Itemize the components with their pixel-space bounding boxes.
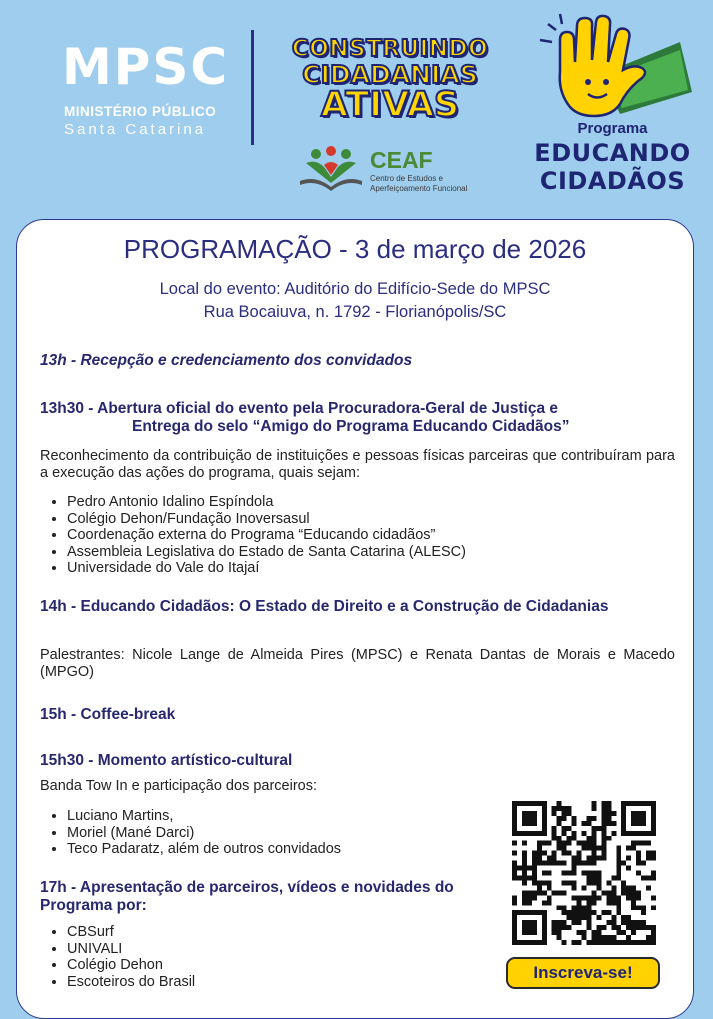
schedule-1330-heading bbox=[40, 400, 675, 436]
ceaf-people-book-icon bbox=[296, 145, 366, 195]
ceaf-name: CEAF bbox=[370, 147, 433, 173]
list-item: • Luciano Martins, bbox=[67, 808, 341, 825]
list-item: • Colégio Dehon/Fundação Inoversasul bbox=[67, 511, 466, 528]
partners-list bbox=[40, 924, 195, 990]
register-button[interactable]: Inscreva-se! bbox=[506, 957, 660, 989]
header bbox=[0, 0, 713, 215]
list-item: • Colégio Dehon bbox=[67, 957, 195, 974]
list-item: • Teco Padaratz, além de outros convidados bbox=[67, 841, 341, 858]
schedule-1300-heading: 13h - Recepção e credenciamento dos convidados bbox=[40, 352, 413, 369]
list-item: • Moriel (Mané Darci) bbox=[67, 825, 341, 842]
campaign-line1: CONSTRUINDO bbox=[291, 36, 489, 62]
programa-name-line2: CIDADÃOS bbox=[539, 167, 686, 195]
list-item: • Pedro Antonio Idalino Espíndola bbox=[67, 494, 466, 511]
ceaf-logo bbox=[296, 145, 496, 197]
schedule-1330-heading-line2: Entrega do selo “Amigo do Programa Educando Cidadãos” bbox=[132, 418, 570, 435]
schedule-1330-text: Reconhecimento da contribuição de instituições e pessoas físicas parceiras que contribuíram para a execução das ações do programa, quais sejam: bbox=[40, 448, 675, 481]
page-title: PROGRAMAÇÃO - 3 de março de 2026 bbox=[123, 234, 587, 264]
honorees-list bbox=[40, 494, 466, 577]
waving-hand-icon bbox=[530, 12, 695, 120]
programa-name bbox=[530, 139, 695, 195]
programa-name-line1: EDUCANDO bbox=[534, 139, 691, 167]
programa-educando-cidadaos-logo bbox=[530, 12, 695, 202]
mpsc-logo-line2: Santa Catarina bbox=[64, 121, 207, 138]
list-item: • Assembleia Legislativa do Estado de Santa Catarina (ALESC) bbox=[67, 544, 466, 561]
schedule-1500-heading: 15h - Coffee-break bbox=[40, 706, 176, 723]
campaign-line3: ATIVAS bbox=[320, 85, 460, 125]
schedule-1400-speakers: Palestrantes: Nicole Lange de Almeida Pires (MPSC) e Renata Dantas de Morais e Macedo (MPGO) bbox=[40, 647, 675, 680]
schedule-1330-heading-line1: 13h30 - Abertura oficial do evento pela Procuradora-Geral de Justiça e bbox=[40, 400, 558, 417]
programa-label: Programa bbox=[577, 120, 648, 137]
event-address: Rua Bocaiuva, n. 1792 - Florianópolis/SC bbox=[203, 303, 507, 321]
header-divider bbox=[251, 30, 254, 145]
ceaf-subtitle-line1: Centro de Estudos e bbox=[370, 174, 443, 183]
registration-qr-code[interactable] bbox=[512, 801, 656, 945]
ceaf-subtitle-line2: Aperfeiçoamento Funcional bbox=[370, 184, 468, 193]
list-item: • Escoteiros do Brasil bbox=[67, 974, 195, 991]
artists-list bbox=[40, 808, 341, 858]
list-item: • UNIVALI bbox=[67, 941, 195, 958]
mpsc-logo-line1: MINISTÉRIO PÚBLICO bbox=[64, 104, 217, 119]
schedule-1400-heading: 14h - Educando Cidadãos: O Estado de Direito e a Construção de Cidadanias bbox=[40, 598, 609, 615]
list-item: • CBSurf bbox=[67, 924, 195, 941]
ceaf-subtitle bbox=[370, 174, 467, 194]
schedule-1700-heading: 17h - Apresentação de parceiros, vídeos e novidades do Programa por: bbox=[40, 879, 454, 914]
construindo-cidadanias-logo bbox=[276, 38, 504, 123]
mpsc-logo bbox=[62, 38, 237, 148]
event-location: Local do evento: Auditório do Edifício-Sede do MPSC bbox=[159, 280, 551, 298]
list-item: • Universidade do Vale do Itajaí bbox=[67, 560, 466, 577]
mpsc-logo-word: MPSC bbox=[62, 38, 230, 96]
campaign-line2: CIDADANIAS bbox=[302, 60, 478, 89]
list-item: • Coordenação externa do Programa “Educando cidadãos” bbox=[67, 527, 466, 544]
schedule-1530-text: Banda Tow In e participação dos parceiros: bbox=[40, 778, 318, 794]
schedule-1530-heading: 15h30 - Momento artístico-cultural bbox=[40, 752, 293, 769]
